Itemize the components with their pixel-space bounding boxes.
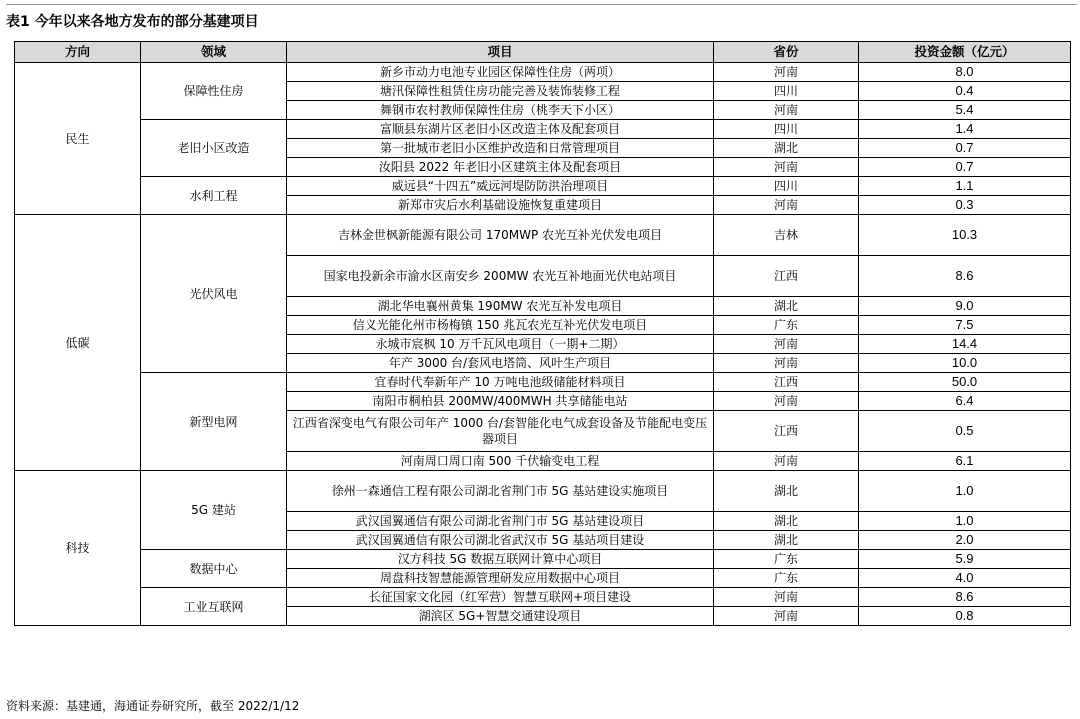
direction-cell: 低碳 <box>15 215 141 471</box>
amount-cell: 8.6 <box>859 588 1071 607</box>
amount-cell: 7.5 <box>859 316 1071 335</box>
amount-cell: 6.4 <box>859 392 1071 411</box>
field-cell: 老旧小区改造 <box>141 120 287 177</box>
amount-cell: 1.0 <box>859 512 1071 531</box>
amount-cell: 6.1 <box>859 452 1071 471</box>
amount-cell: 50.0 <box>859 373 1071 392</box>
project-cell: 武汉国翼通信有限公司湖北省武汉市 5G 基站项目建设 <box>287 531 714 550</box>
project-cell: 汝阳县 2022 年老旧小区建筑主体及配套项目 <box>287 158 714 177</box>
header-amount: 投资金额（亿元） <box>859 42 1071 63</box>
field-cell: 新型电网 <box>141 373 287 471</box>
province-cell: 河南 <box>714 196 859 215</box>
province-cell: 广东 <box>714 316 859 335</box>
amount-cell: 2.0 <box>859 531 1071 550</box>
province-cell: 河南 <box>714 452 859 471</box>
province-cell: 河南 <box>714 392 859 411</box>
project-cell: 新乡市动力电池专业园区保障性住房（两项） <box>287 63 714 82</box>
amount-cell: 4.0 <box>859 569 1071 588</box>
project-cell: 汉方科技 5G 数据互联网计算中心项目 <box>287 550 714 569</box>
province-cell: 湖北 <box>714 512 859 531</box>
infrastructure-projects-table <box>14 41 1071 626</box>
table-body <box>15 63 1071 626</box>
table-row <box>15 588 1071 607</box>
project-cell: 塘汛保障性租赁住房功能完善及装饰装修工程 <box>287 82 714 101</box>
project-cell: 第一批城市老旧小区维护改造和日常管理项目 <box>287 139 714 158</box>
amount-cell: 10.0 <box>859 354 1071 373</box>
project-cell: 吉林金世枫新能源有限公司 170MWP 农光互补光伏发电项目 <box>287 215 714 256</box>
table-row <box>15 471 1071 512</box>
top-rule <box>6 4 1077 5</box>
project-cell: 新郑市灾后水利基础设施恢复重建项目 <box>287 196 714 215</box>
project-cell: 国家电投新余市渝水区南安乡 200MW 农光互补地面光伏电站项目 <box>287 256 714 297</box>
province-cell: 湖北 <box>714 139 859 158</box>
project-cell: 南阳市桐柏县 200MW/400MWH 共享储能电站 <box>287 392 714 411</box>
province-cell: 河南 <box>714 607 859 626</box>
table-row <box>15 63 1071 82</box>
project-cell: 信义光能化州市杨梅镇 150 兆瓦农光互补光伏发电项目 <box>287 316 714 335</box>
header-direction: 方向 <box>15 42 141 63</box>
province-cell: 江西 <box>714 373 859 392</box>
header-row <box>15 42 1071 63</box>
project-cell: 湖滨区 5G+智慧交通建设项目 <box>287 607 714 626</box>
province-cell: 湖北 <box>714 471 859 512</box>
field-cell: 水利工程 <box>141 177 287 215</box>
amount-cell: 9.0 <box>859 297 1071 316</box>
project-cell: 威远县“十四五”威远河堤防防洪治理项目 <box>287 177 714 196</box>
province-cell: 吉林 <box>714 215 859 256</box>
amount-cell: 8.6 <box>859 256 1071 297</box>
table-row <box>15 550 1071 569</box>
header-province: 省份 <box>714 42 859 63</box>
amount-cell: 14.4 <box>859 335 1071 354</box>
table-row <box>15 215 1071 256</box>
province-cell: 四川 <box>714 82 859 101</box>
project-cell: 永城市宸枫 10 万千瓦风电项目（一期+二期） <box>287 335 714 354</box>
field-cell: 数据中心 <box>141 550 287 588</box>
province-cell: 湖北 <box>714 531 859 550</box>
project-cell: 宜春时代奉新年产 10 万吨电池级储能材料项目 <box>287 373 714 392</box>
amount-cell: 8.0 <box>859 63 1071 82</box>
table-title: 表1 今年以来各地方发布的部分基建项目 <box>6 14 259 30</box>
direction-cell: 民生 <box>15 63 141 215</box>
province-cell: 河南 <box>714 101 859 120</box>
amount-cell: 1.0 <box>859 471 1071 512</box>
project-cell: 徐州一森通信工程有限公司湖北省荆门市 5G 基站建设实施项目 <box>287 471 714 512</box>
project-cell: 舞钢市农村教师保障性住房（桃李天下小区） <box>287 101 714 120</box>
direction-cell: 科技 <box>15 471 141 626</box>
field-cell: 保障性住房 <box>141 63 287 120</box>
header-field: 领域 <box>141 42 287 63</box>
field-cell: 光伏风电 <box>141 215 287 373</box>
field-cell: 5G 建站 <box>141 471 287 550</box>
project-cell: 湖北华电襄州黄集 190MW 农光互补发电项目 <box>287 297 714 316</box>
table-row <box>15 373 1071 392</box>
province-cell: 江西 <box>714 256 859 297</box>
province-cell: 河南 <box>714 63 859 82</box>
amount-cell: 0.4 <box>859 82 1071 101</box>
table-container <box>14 41 1070 626</box>
field-cell: 工业互联网 <box>141 588 287 626</box>
project-cell: 富顺县东湖片区老旧小区改造主体及配套项目 <box>287 120 714 139</box>
province-cell: 广东 <box>714 550 859 569</box>
amount-cell: 10.3 <box>859 215 1071 256</box>
amount-cell: 1.1 <box>859 177 1071 196</box>
project-cell: 周盘科技智慧能源管理研发应用数据中心项目 <box>287 569 714 588</box>
table-row <box>15 120 1071 139</box>
project-cell: 河南周口周口南 500 千伏输变电工程 <box>287 452 714 471</box>
source-note: 资料来源：基建通，海通证券研究所，截至 2022/1/12 <box>6 699 300 713</box>
province-cell: 河南 <box>714 335 859 354</box>
province-cell: 江西 <box>714 411 859 452</box>
project-cell: 江西省深变电气有限公司年产 1000 台/套智能化电气成套设备及节能配电变压器项目 <box>287 411 714 452</box>
province-cell: 河南 <box>714 158 859 177</box>
amount-cell: 5.9 <box>859 550 1071 569</box>
amount-cell: 5.4 <box>859 101 1071 120</box>
header-project: 项目 <box>287 42 714 63</box>
project-cell: 年产 3000 台/套风电塔筒、风叶生产项目 <box>287 354 714 373</box>
amount-cell: 1.4 <box>859 120 1071 139</box>
amount-cell: 0.7 <box>859 158 1071 177</box>
amount-cell: 0.5 <box>859 411 1071 452</box>
project-cell: 长征国家文化园（红军营）智慧互联网+项目建设 <box>287 588 714 607</box>
province-cell: 河南 <box>714 354 859 373</box>
province-cell: 四川 <box>714 120 859 139</box>
province-cell: 四川 <box>714 177 859 196</box>
amount-cell: 0.8 <box>859 607 1071 626</box>
amount-cell: 0.7 <box>859 139 1071 158</box>
province-cell: 河南 <box>714 588 859 607</box>
province-cell: 湖北 <box>714 297 859 316</box>
table-row <box>15 177 1071 196</box>
amount-cell: 0.3 <box>859 196 1071 215</box>
project-cell: 武汉国翼通信有限公司湖北省荆门市 5G 基站建设项目 <box>287 512 714 531</box>
province-cell: 广东 <box>714 569 859 588</box>
